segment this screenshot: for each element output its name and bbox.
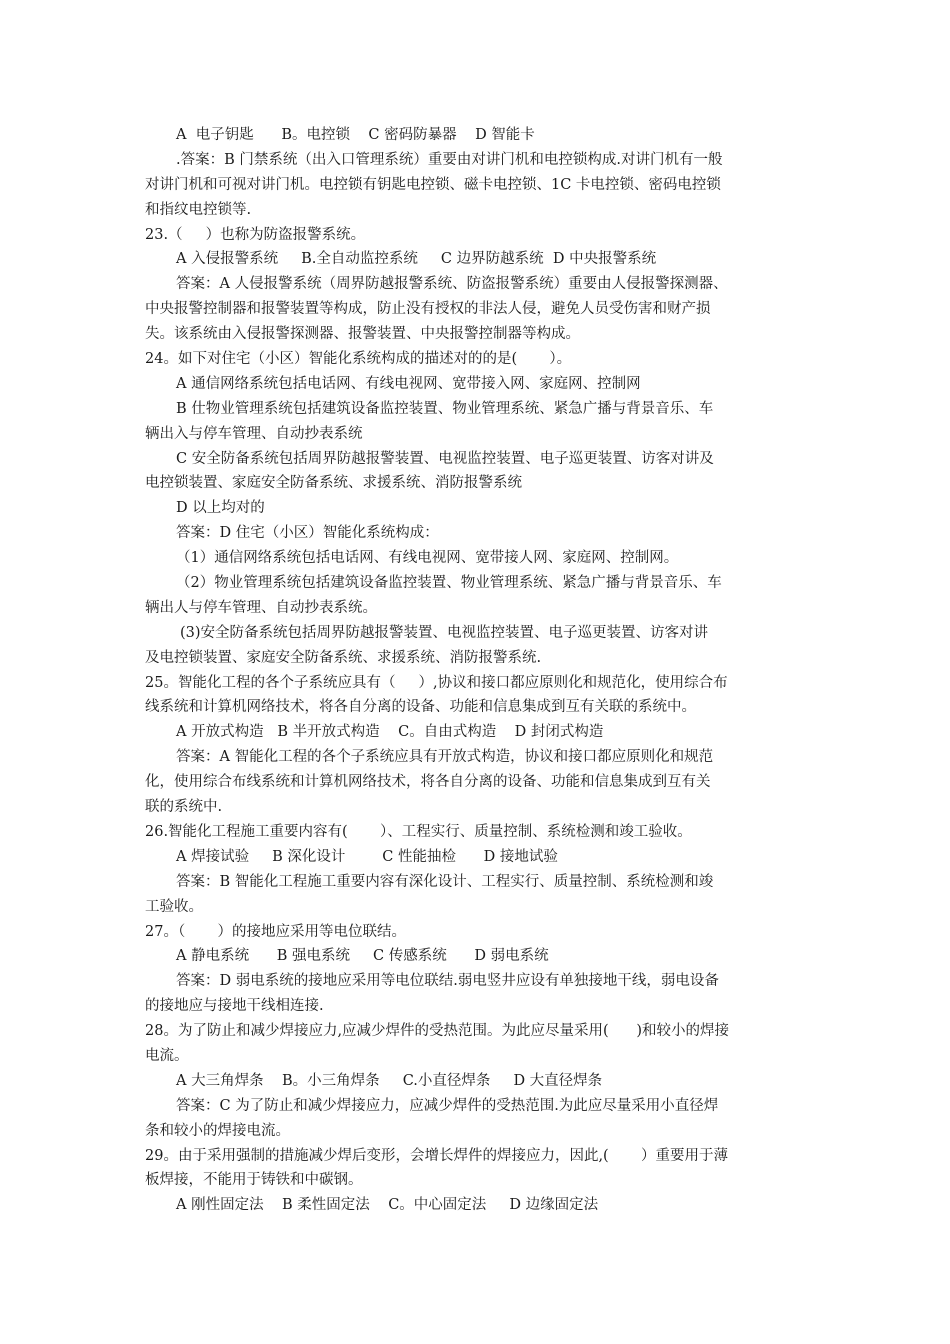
document-body [145, 123, 810, 1218]
text-line: A 开放式构造 B 半开放式构造 C。自由式构造 D 封闭式构造 [176, 724, 604, 741]
text-line: 29。由于采用强制的措施减少焊后变形，会增长焊件的焊接应力，因此,( ）重要用于薄 [145, 1147, 728, 1164]
text-line: 25。智能化工程的各个子系统应具有（ ）,协议和接口都应原则化和规范化，使用综合布 [145, 674, 728, 691]
text-line: 28。为了防止和减少焊接应力,应减少焊件的受热范围。为此应尽量采用( )和较小的焊接 [145, 1023, 730, 1040]
text-line: 工验收。 [145, 898, 203, 915]
text-line: 26.智能化工程施工重要内容有( ）、工程实行、质量控制、系统检测和竣工验收。 [145, 823, 692, 840]
text-line: 答案：C 为了防止和减少焊接应力，应减少焊件的受热范围.为此应尽量采用小直径焊 [176, 1097, 719, 1114]
text-line: A 通信网络系统包括电话网、有线电视网、宽带接入网、家庭网、控制网 [176, 375, 641, 392]
text-line: A 刚性固定法 B 柔性固定法 C。中心固定法 D 边缘固定法 [176, 1197, 599, 1214]
text-line: D 以上均对的 [176, 500, 265, 517]
text-line: A 焊接试验 B 深化设计 C 性能抽检 D 接地试验 [176, 848, 558, 865]
text-line: （1）通信网络系统包括电话网、有线电视网、宽带接人网、家庭网、控制网。 [176, 550, 679, 567]
text-line: A 入侵报警系统 B.全自动监控系统 C 边界防越系统 D 中央报警系统 [176, 251, 657, 268]
text-line: 答案：A 人侵报警系统（周界防越报警系统、防盗报警系统）重要由人侵报警探测器、 [176, 276, 728, 293]
text-line: （2）物业管理系统包括建筑设备监控装置、物业管理系统、紧急广播与背景音乐、车 [176, 575, 722, 592]
text-line: 辆出人与停车管理、自动抄表系统。 [145, 599, 377, 616]
text-line: 联的系统中. [145, 799, 223, 816]
text-line: 对讲门机和可视对讲门机。电控锁有钥匙电控锁、磁卡电控锁、1C 卡电控锁、密码电控锁 [145, 176, 721, 193]
text-line: 答案：D 弱电系统的接地应采用等电位联结.弱电竖井应设有单独接地干线，弱电设备 [176, 973, 719, 990]
text-line: 的接地应与接地干线相连接. [145, 998, 324, 1015]
text-line: 辆出入与停车管理、自动抄表系统 [145, 425, 363, 442]
text-line: .答案：B 门禁系统（出入口管理系统）重要由对讲门机和电控锁构成.对讲门机有一般 [176, 151, 723, 168]
text-line: 板焊接，不能用于铸铁和中碳钢。 [145, 1172, 363, 1189]
text-line: 答案：D 住宅（小区）智能化系统构成： [176, 525, 439, 542]
text-line: A 静电系统 B 强电系统 C 传感系统 D 弱电系统 [176, 948, 549, 965]
text-line: 条和较小的焊接电流。 [145, 1122, 290, 1139]
text-line: 线系统和计算机网络技术，将各自分离的设备、功能和信息集成到互有关联的系统中。 [145, 699, 696, 716]
text-line: 失。该系统由入侵报警探测器、报警装置、中央报警控制器等构成。 [145, 326, 580, 343]
text-line: 答案：B 智能化工程施工重要内容有深化设计、工程实行、质量控制、系统检测和竣 [176, 873, 714, 890]
text-line: 化，使用综合布线系统和计算机网络技术，将各自分离的设备、功能和信息集成到互有关 [145, 774, 711, 791]
text-line: B 仕物业管理系统包括建筑设备监控装置、物业管理系统、紧急广播与背景音乐、车 [176, 400, 714, 417]
text-line: 和指纹电控锁等. [145, 201, 252, 218]
text-line: 电流。 [145, 1047, 189, 1064]
text-line: C 安全防备系统包括周界防越报警装置、电视监控装置、电子巡更装置、访客对讲及 [176, 450, 714, 467]
text-line: 电控锁装置、家庭安全防备系统、求援系统、消防报警系统 [145, 475, 522, 492]
text-line: A 电子钥匙 B。电控锁 C 密码防暴器 D 智能卡 [176, 127, 535, 143]
text-line: 27。（ ）的接地应采用等电位联结。 [145, 923, 406, 940]
text-line: 中央报警控制器和报警装置等构成，防止没有授权的非法人侵，避免人员受伤害和财产损 [145, 301, 711, 318]
text-line: (3)安全防备系统包括周界防越报警装置、电视监控装置、电子巡更装置、访客对讲 [180, 624, 709, 641]
text-line: 23.（ ）也称为防盗报警系统。 [145, 226, 366, 243]
text-line: 及电控锁装置、家庭安全防备系统、求援系统、消防报警系统. [145, 649, 542, 666]
text-line: A 大三角焊条 B。小三角焊条 C.小直径焊条 D 大直径焊条 [176, 1072, 603, 1089]
text-line: 答案：A 智能化工程的各个子系统应具有开放式构造，协议和接口都应原则化和规范 [176, 749, 714, 766]
text-line: 24。如下对住宅（小区）智能化系统构成的描述对的的是( ）。 [145, 351, 572, 368]
